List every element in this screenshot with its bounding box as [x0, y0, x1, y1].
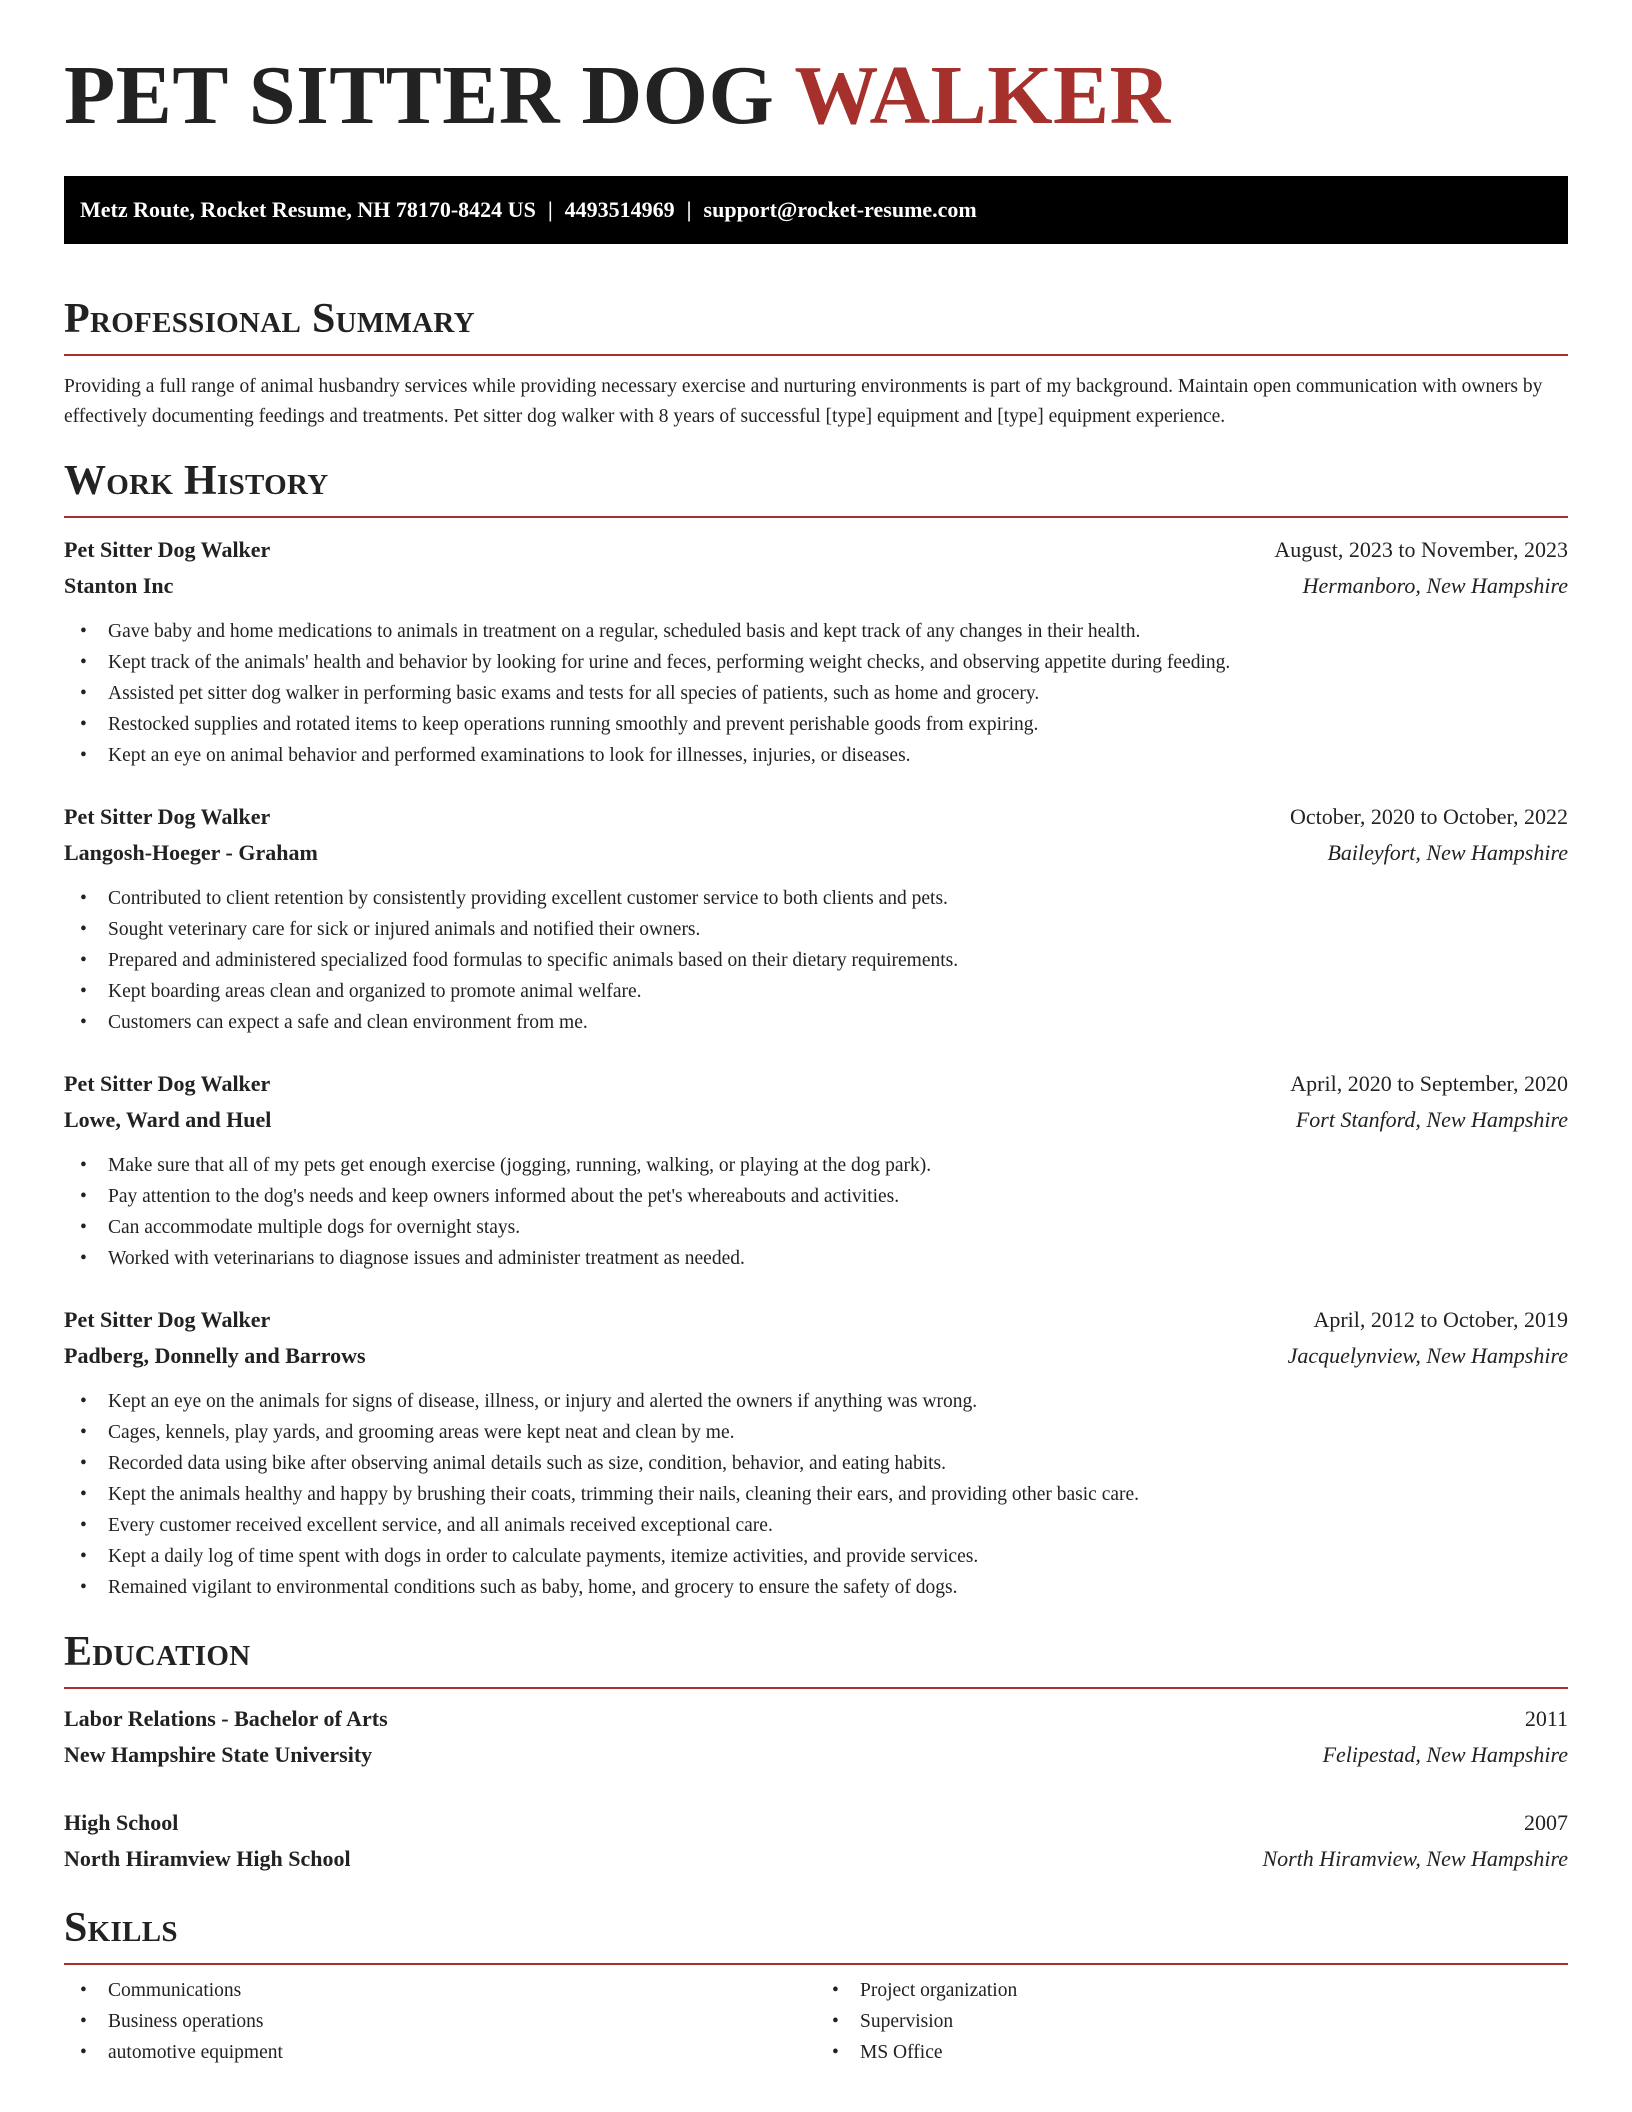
job-bullet: • Assisted pet sitter dog walker in performing basic exams and tests for all species of patients, such as home and grocery.: [80, 683, 1040, 704]
contact-phone: 4493514969: [564, 197, 675, 222]
job-bullet-text: Kept boarding areas clean and organized to promote animal welfare.: [108, 981, 642, 1002]
education-header-row: [64, 1701, 1568, 1737]
education-section: [64, 1631, 1568, 1877]
education-entry: [64, 1805, 1568, 1877]
job-bullet: • Prepared and administered specialized food formulas to specific animals based on their dietary requirements.: [80, 950, 959, 971]
job-bullet-text: Kept the animals healthy and happy by brushing their coats, trimming their nails, cleaning their ears, and providing other basic care.: [108, 1484, 1140, 1505]
job-bullet-text: Contributed to client retention by consistently providing excellent customer service to both clients and pets.: [108, 888, 948, 909]
resume-name: [64, 0, 1568, 142]
job-bullet: • Gave baby and home medications to animals in treatment on a regular, scheduled basis and kept track of any changes in their health.: [80, 621, 1141, 642]
section-divider: [64, 516, 1568, 518]
skill-text: Supervision: [860, 2011, 954, 2032]
section-divider: [64, 1963, 1568, 1965]
skills-heading: Skills: [64, 1905, 178, 1951]
job-bullet-text: Kept an eye on the animals for signs of disease, illness, or injury and alerted the owners if anything was wrong.: [108, 1391, 978, 1412]
education-degree: High School: [64, 1810, 179, 1835]
name-part-1: PET SITTER DOG: [64, 49, 795, 142]
job-header-row: [64, 1066, 1568, 1102]
job-bullet: • Every customer received excellent service, and all animals received exceptional care.: [80, 1515, 773, 1536]
contact-separator: |: [547, 197, 553, 222]
job-location: Hermanboro, New Hampshire: [1302, 573, 1568, 598]
job-bullet: • Can accommodate multiple dogs for overnight stays.: [80, 1217, 521, 1238]
summary-heading: Professional Summary: [64, 296, 475, 342]
section-divider: [64, 354, 1568, 356]
job-bullet: • Worked with veterinarians to diagnose issues and administer treatment as needed.: [80, 1248, 745, 1269]
job-bullet: • Contributed to client retention by consistently providing excellent customer service to both clients and pets.: [80, 888, 948, 909]
job-bullet: • Kept the animals healthy and happy by brushing their coats, trimming their nails, cleaning their ears, and providing other basic care.: [80, 1484, 1140, 1505]
education-degree: Labor Relations - Bachelor of Arts: [64, 1706, 388, 1731]
education-entry: [64, 1701, 1568, 1773]
job-title: Pet Sitter Dog Walker: [64, 537, 271, 562]
job-bullet-text: Pay attention to the dog's needs and keep owners informed about the pet's whereabouts and activities.: [108, 1186, 900, 1207]
skill-item: • Communications: [80, 1980, 242, 2001]
job-bullet-text: Every customer received excellent service, and all animals received exceptional care.: [108, 1515, 773, 1536]
job-bullets: [64, 616, 1568, 771]
skill-item: • Project organization: [832, 1980, 1018, 2001]
education-heading: Education: [64, 1629, 251, 1675]
skill-item: • automotive equipment: [80, 2042, 283, 2063]
job-company: Padberg, Donnelly and Barrows: [64, 1343, 366, 1368]
job-bullet: • Restocked supplies and rotated items to keep operations running smoothly and prevent perishable goods from expiring.: [80, 714, 1039, 735]
skill-item: • Business operations: [80, 2011, 264, 2032]
education-school-row: [64, 1841, 1568, 1877]
job-bullet: • Make sure that all of my pets get enough exercise (jogging, running, walking, or playing at the dog park).: [80, 1155, 932, 1176]
job-location: Jacquelynview, New Hampshire: [1287, 1343, 1568, 1368]
job-bullet-text: Make sure that all of my pets get enough exercise (jogging, running, walking, or playing at the dog park).: [108, 1155, 932, 1176]
job-bullet-text: Customers can expect a safe and clean environment from me.: [108, 1012, 588, 1033]
skill-item: • Supervision: [832, 2011, 954, 2032]
summary-section: [64, 298, 1568, 432]
job-title: Pet Sitter Dog Walker: [64, 804, 271, 829]
job-company-row: [64, 568, 1568, 604]
job-bullets: [64, 883, 1568, 1038]
job-dates: April, 2012 to October, 2019: [1313, 1307, 1568, 1332]
education-school-row: [64, 1737, 1568, 1773]
job-bullets: [64, 1386, 1568, 1603]
job-company: Lowe, Ward and Huel: [64, 1107, 272, 1132]
job-header-row: [64, 1302, 1568, 1338]
skill-text: Project organization: [860, 1980, 1018, 2001]
skills-list-left: [64, 1975, 816, 2068]
section-divider: [64, 1687, 1568, 1689]
work-history-heading: Work History: [64, 458, 329, 504]
job-bullet: • Kept a daily log of time spent with dogs in order to calculate payments, itemize activities, and provide services.: [80, 1546, 979, 1567]
job-location: Fort Stanford, New Hampshire: [1295, 1107, 1568, 1132]
job-bullet: • Customers can expect a safe and clean environment from me.: [80, 1012, 588, 1033]
contact-email[interactable]: support@rocket-resume.com: [703, 197, 977, 222]
job-location: Baileyfort, New Hampshire: [1327, 840, 1568, 865]
skill-item: • MS Office: [832, 2042, 943, 2063]
job-bullet-text: Recorded data using bike after observing animal details such as size, condition, behavior, and eating habits.: [108, 1453, 947, 1474]
job-company-row: [64, 835, 1568, 871]
job-dates: October, 2020 to October, 2022: [1289, 804, 1568, 829]
job-bullet: • Kept an eye on animal behavior and performed examinations to look for illnesses, injuries, or diseases.: [80, 745, 911, 766]
job-bullet-text: Sought veterinary care for sick or injured animals and notified their owners.: [108, 919, 701, 940]
contact-address: Metz Route, Rocket Resume, NH 78170-8424 US: [80, 197, 536, 222]
education-header-row: [64, 1805, 1568, 1841]
job-entry: [64, 1302, 1568, 1603]
job-bullet-text: Cages, kennels, play yards, and grooming areas were kept neat and clean by me.: [108, 1422, 735, 1443]
contact-separator: |: [686, 197, 692, 222]
job-bullet-text: Prepared and administered specialized food formulas to specific animals based on their dietary requirements.: [108, 950, 959, 971]
skills-list-right: [816, 1975, 1568, 2068]
job-bullets: [64, 1150, 1568, 1274]
skill-text: Communications: [108, 1980, 242, 2001]
work-history-section: [64, 460, 1568, 1603]
education-location: North Hiramview, New Hampshire: [1262, 1846, 1568, 1871]
job-bullet-text: Restocked supplies and rotated items to keep operations running smoothly and prevent perishable goods from expiring.: [108, 714, 1039, 735]
job-bullet-text: Kept an eye on animal behavior and performed examinations to look for illnesses, injuries, or diseases.: [108, 745, 911, 766]
job-entry: [64, 1066, 1568, 1274]
job-bullet: • Recorded data using bike after observing animal details such as size, condition, behavior, and eating habits.: [80, 1453, 947, 1474]
job-dates: August, 2023 to November, 2023: [1274, 537, 1568, 562]
education-year: 2007: [1524, 1810, 1568, 1835]
job-company-row: [64, 1102, 1568, 1138]
job-company: Langosh-Hoeger - Graham: [64, 840, 318, 865]
job-bullet: • Kept track of the animals' health and behavior by looking for urine and feces, performing weight checks, and observing appetite during feeding.: [80, 652, 1231, 673]
education-school: New Hampshire State University: [64, 1742, 373, 1767]
name-part-2: WALKER: [794, 49, 1171, 142]
job-bullet-text: Remained vigilant to environmental conditions such as baby, home, and grocery to ensure the safety of dogs.: [108, 1577, 958, 1598]
job-header-row: [64, 532, 1568, 568]
job-dates: April, 2020 to September, 2020: [1290, 1071, 1568, 1096]
education-school: North Hiramview High School: [64, 1846, 351, 1871]
contact-bar: [64, 176, 1568, 244]
job-bullet: • Kept boarding areas clean and organized to promote animal welfare.: [80, 981, 642, 1002]
summary-text: Providing a full range of animal husbandry services while providing necessary exercise and nurturing environments is part of my background. Maintain open communication with owners by effectively documenting feedings and treatments. Pet sitter dog walker with 8 years of successful [type] equipment and [type] equipment experience.: [64, 376, 1543, 427]
education-year: 2011: [1524, 1706, 1568, 1731]
job-bullet-text: Gave baby and home medications to animals in treatment on a regular, scheduled basis and kept track of any changes in their health.: [108, 621, 1141, 642]
job-header-row: [64, 799, 1568, 835]
job-bullet: • Cages, kennels, play yards, and grooming areas were kept neat and clean by me.: [80, 1422, 735, 1443]
job-bullet-text: Worked with veterinarians to diagnose issues and administer treatment as needed.: [108, 1248, 745, 1269]
job-bullet: • Pay attention to the dog's needs and keep owners informed about the pet's whereabouts and activities.: [80, 1186, 900, 1207]
skill-text: automotive equipment: [108, 2042, 283, 2063]
job-bullet-text: Kept track of the animals' health and behavior by looking for urine and feces, performing weight checks, and observing appetite during feeding.: [108, 652, 1231, 673]
skill-text: MS Office: [860, 2042, 943, 2063]
skills-columns: [64, 1975, 1568, 2068]
job-bullet-text: Can accommodate multiple dogs for overnight stays.: [108, 1217, 521, 1238]
education-location: Felipestad, New Hampshire: [1322, 1742, 1568, 1767]
job-bullet: • Sought veterinary care for sick or injured animals and notified their owners.: [80, 919, 701, 940]
skills-section: [64, 1907, 1568, 2068]
job-bullet-text: Assisted pet sitter dog walker in performing basic exams and tests for all species of patients, such as home and grocery.: [108, 683, 1040, 704]
job-bullet: • Remained vigilant to environmental conditions such as baby, home, and grocery to ensure the safety of dogs.: [80, 1577, 958, 1598]
job-bullet: • Kept an eye on the animals for signs of disease, illness, or injury and alerted the owners if anything was wrong.: [80, 1391, 978, 1412]
job-entry: [64, 799, 1568, 1038]
skill-text: Business operations: [108, 2011, 264, 2032]
job-company: Stanton Inc: [64, 573, 174, 598]
job-bullet-text: Kept a daily log of time spent with dogs in order to calculate payments, itemize activities, and provide services.: [108, 1546, 979, 1567]
job-entry: [64, 532, 1568, 771]
job-title: Pet Sitter Dog Walker: [64, 1071, 271, 1096]
job-company-row: [64, 1338, 1568, 1374]
job-title: Pet Sitter Dog Walker: [64, 1307, 271, 1332]
